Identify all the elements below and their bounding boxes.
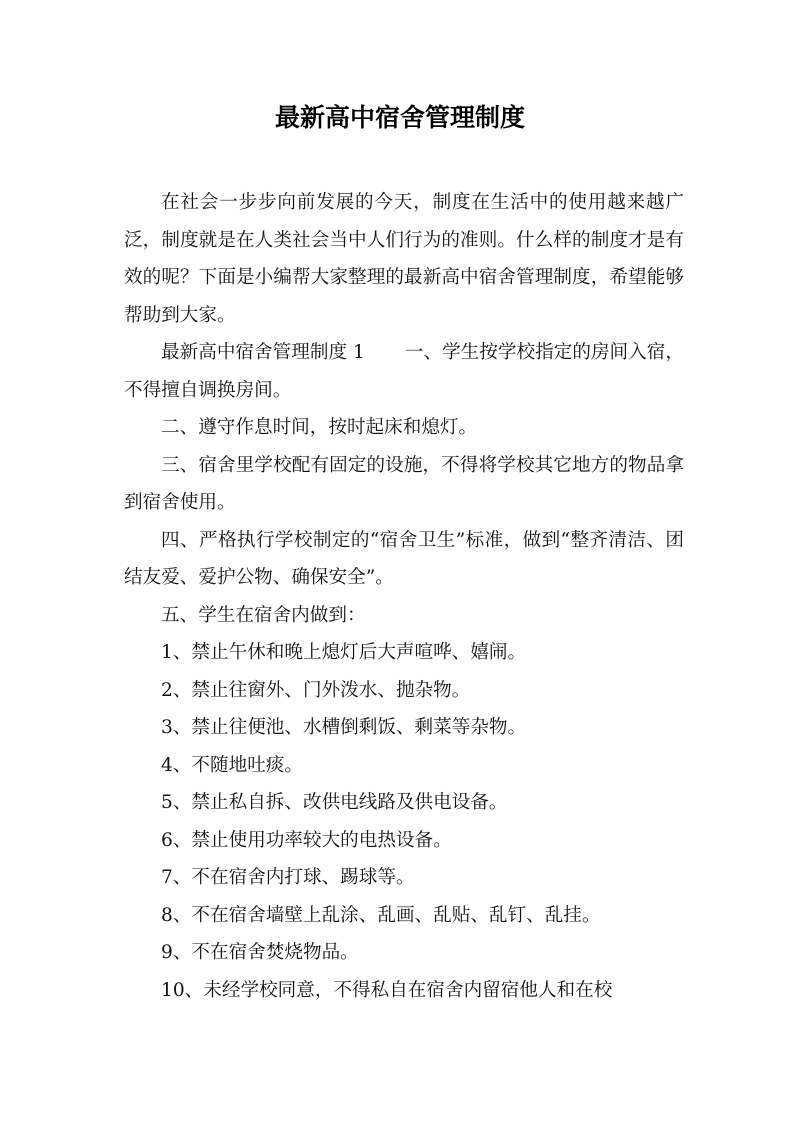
sub-rule-1: 1、禁止午休和晚上熄灯后大声喧哗、嬉闹。 bbox=[161, 642, 527, 663]
rule-1: 一、学生按学校指定的房间入宿，不得擅自调换房间。 bbox=[124, 342, 684, 401]
section-paragraph bbox=[124, 334, 684, 409]
rule-2: 二、遵守作息时间，按时起床和熄灯。 bbox=[161, 417, 478, 438]
rule-3: 三、宿舍里学校配有固定的设施，不得将学校其它地方的物品拿到宿舍使用。 bbox=[124, 454, 684, 513]
sub-rule-6: 6、禁止使用功率较大的电热设备。 bbox=[161, 829, 452, 851]
rule-4: 四、严格执行学校制定的“宿舍卫生”标准，做到“整齐清洁、团结友爱、爱护公物、确保安全”。 bbox=[124, 529, 684, 588]
intro-paragraph: 在社会一步步向前发展的今天，制度在生活中的使用越来越广泛，制度就是在人类社会当中人们行为的准则。什么样的制度才是有效的呢？下面是小编帮大家整理的最新高中宿舍管理制度，希望能够帮助到大家。 bbox=[124, 192, 684, 326]
sub-rule-8: 8、不在宿舍墙壁上乱涂、乱画、乱贴、乱钉、乱挂。 bbox=[161, 904, 601, 926]
section-heading: 最新高中宿舍管理制度 1 bbox=[161, 342, 365, 363]
sub-rule-2: 2、禁止往窗外、门外泼水、抛杂物。 bbox=[161, 679, 471, 701]
sub-rule-4: 4、不随地吐痰。 bbox=[161, 754, 303, 776]
document-title: 最新高中宿舍管理制度 bbox=[274, 103, 525, 132]
sub-rule-5: 5、禁止私自拆、改供电线路及供电设备。 bbox=[161, 792, 508, 813]
sub-rule-10: 10、未经学校同意，不得私自在宿舍内留宿他人和在校 bbox=[161, 979, 613, 1001]
rule-5: 五、学生在宿舍内做到： bbox=[161, 604, 366, 626]
document-body bbox=[124, 184, 684, 1009]
sub-rule-9: 9、不在宿舍焚烧物品。 bbox=[161, 942, 359, 963]
sub-rule-7: 7、不在宿舍内打球、踢球等。 bbox=[161, 867, 415, 888]
sub-rule-3: 3、禁止往便池、水槽倒剩饭、剩菜等杂物。 bbox=[161, 717, 527, 738]
